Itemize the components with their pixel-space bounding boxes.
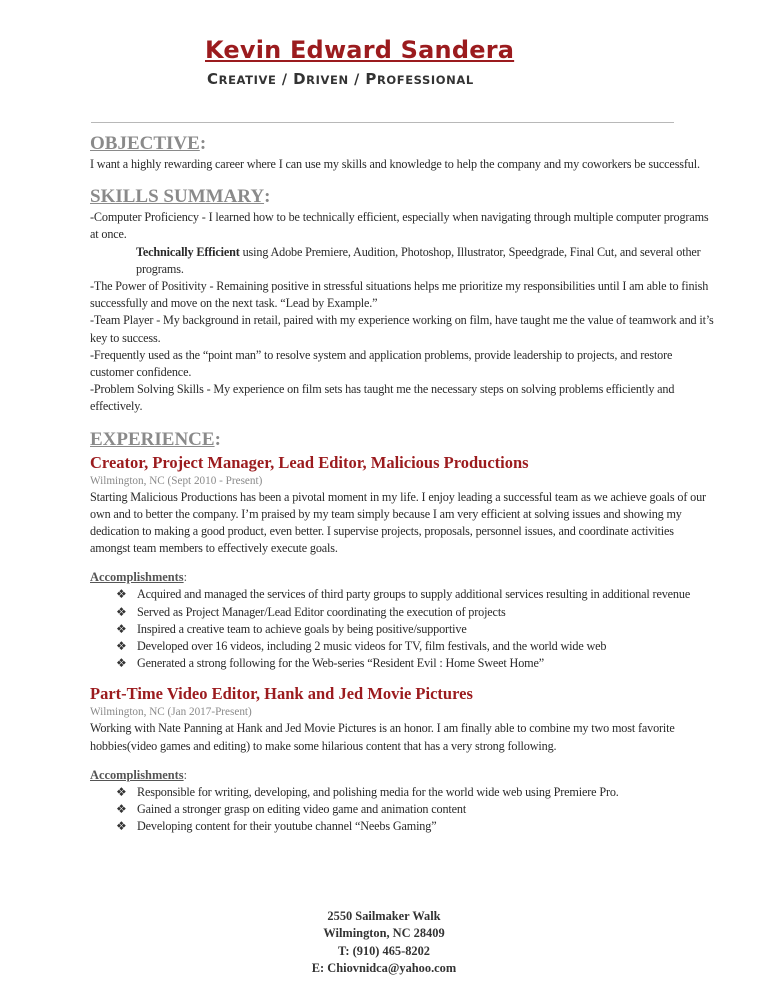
diamond-bullet-icon: ❖ [116,621,127,636]
objective-text: I want a highly rewarding career where I can use my skills and knowledge to help the company and my coworkers be successful. [90,157,700,171]
list-item: ❖ Responsible for writing, developing, and polishing media for the world wide web using Premiere Pro. [116,784,714,801]
tagline-word-3-rest: ROFESSIONAL [376,73,474,87]
resume-body [90,132,714,835]
header-divider [91,122,674,123]
objective-heading: OBJECTIVE: [90,133,207,154]
contact-city: Wilmington, NC 28409 [323,926,445,941]
job-title: Creator, Project Manager, Lead Editor, Malicious Productions [90,452,529,472]
tagline-word-3-initial: P [365,70,377,88]
technically-efficient-label: Technically Efficient [136,244,240,259]
job-location-dates: Wilmington, NC (Sept 2010 - Present) [90,474,263,487]
accomplishments-list [90,586,714,672]
candidate-name: Kevin Edward Sandera [205,36,515,64]
skill-positivity: -The Power of Positivity - Remaining positive in stressful situations helps me prioritize my responsibilities until I am able to finish successfully and move on the next task. “Lead by Example.” [90,279,709,311]
tagline-word-1-rest: REATIVE [218,73,277,87]
job-title: Part-Time Video Editor, Hank and Jed Movie Pictures [90,684,473,704]
tagline-word-1-initial: C [207,70,219,88]
tagline-word-2-initial: D [293,70,307,88]
skill-computer-proficiency: -Computer Proficiency - I learned how to be technically efficient, especially when navigating through multiple computer programs at once. [90,210,709,242]
diamond-bullet-icon: ❖ [116,587,127,602]
job-description: Working with Nate Panning at Hank and Jed Movie Pictures is an honor. I am finally able to combine my two most favorite hobbies(video games and editing) to make some hilarious content that has a very strong following. [90,721,675,753]
list-item: ❖ Acquired and managed the services of third party groups to supply additional services resulting in additional revenue [116,586,714,603]
tagline [207,70,474,88]
contact-info [0,908,768,977]
contact-phone: T: (910) 465-8202 [338,943,430,958]
diamond-bullet-icon: ❖ [116,656,127,671]
skill-technically-efficient [90,244,714,278]
contact-email: E: Chiovnidca@yahoo.com [311,960,457,975]
diamond-bullet-icon: ❖ [116,784,127,799]
accomplishments-list [90,784,714,836]
technically-efficient-text: using Adobe Premiere, Audition, Photoshop, Illustrator, Speedgrade, Final Cut, and several other programs. [136,244,701,276]
diamond-bullet-icon: ❖ [116,819,127,834]
job-description: Starting Malicious Productions has been a pivotal moment in my life. I enjoy leading a successful team as we achieve goals of our own and to better the company. I’m praised by my team simply because I am very efficient at solving issues and showing my dedication to making a good product, even better. I supervise projects, proposals, personnel issues, and coordinate activities amongst team members to effectively execute goals. [90,489,706,556]
tagline-separator: / [348,72,366,88]
skills-heading: SKILLS SUMMARY: [90,186,271,208]
list-item: ❖ Generated a strong following for the Web-series “Resident Evil : Home Sweet Home” [116,655,714,672]
tagline-separator: / [276,72,294,88]
accomplishments-heading: Accomplishments: [90,570,188,585]
list-item: ❖ Developing content for their youtube channel “Neebs Gaming” [116,818,714,835]
diamond-bullet-icon: ❖ [116,604,127,619]
list-item: ❖ Developed over 16 videos, including 2 music videos for TV, film festivals, and the world wide web [116,638,714,655]
skill-point-man: -Frequently used as the “point man” to resolve system and application problems, provide leadership to projects, and restore customer confidence. [90,347,673,380]
contact-street: 2550 Sailmaker Walk [327,909,441,923]
skill-team-player: -Team Player - My background in retail, paired with my experience working on film, have taught me the value of teamwork and it’s key to success. [90,313,714,345]
tagline-word-2-rest: RIVEN [306,73,349,87]
diamond-bullet-icon: ❖ [116,639,127,654]
list-item: ❖ Served as Project Manager/Lead Editor coordinating the execution of projects [116,604,714,621]
list-item: ❖ Inspired a creative team to achieve goals by being positive/supportive [116,621,714,638]
list-item: ❖ Gained a stronger grasp on editing video game and animation content [116,801,714,818]
experience-heading: EXPERIENCE: [90,428,221,450]
job-location-dates: Wilmington, NC (Jan 2017-Present) [90,706,252,719]
diamond-bullet-icon: ❖ [116,802,127,817]
accomplishments-heading: Accomplishments: [90,767,188,782]
skill-problem-solving: -Problem Solving Skills - My experience on film sets has taught me the necessary steps on solving problems efficiently and effectively. [90,382,675,414]
